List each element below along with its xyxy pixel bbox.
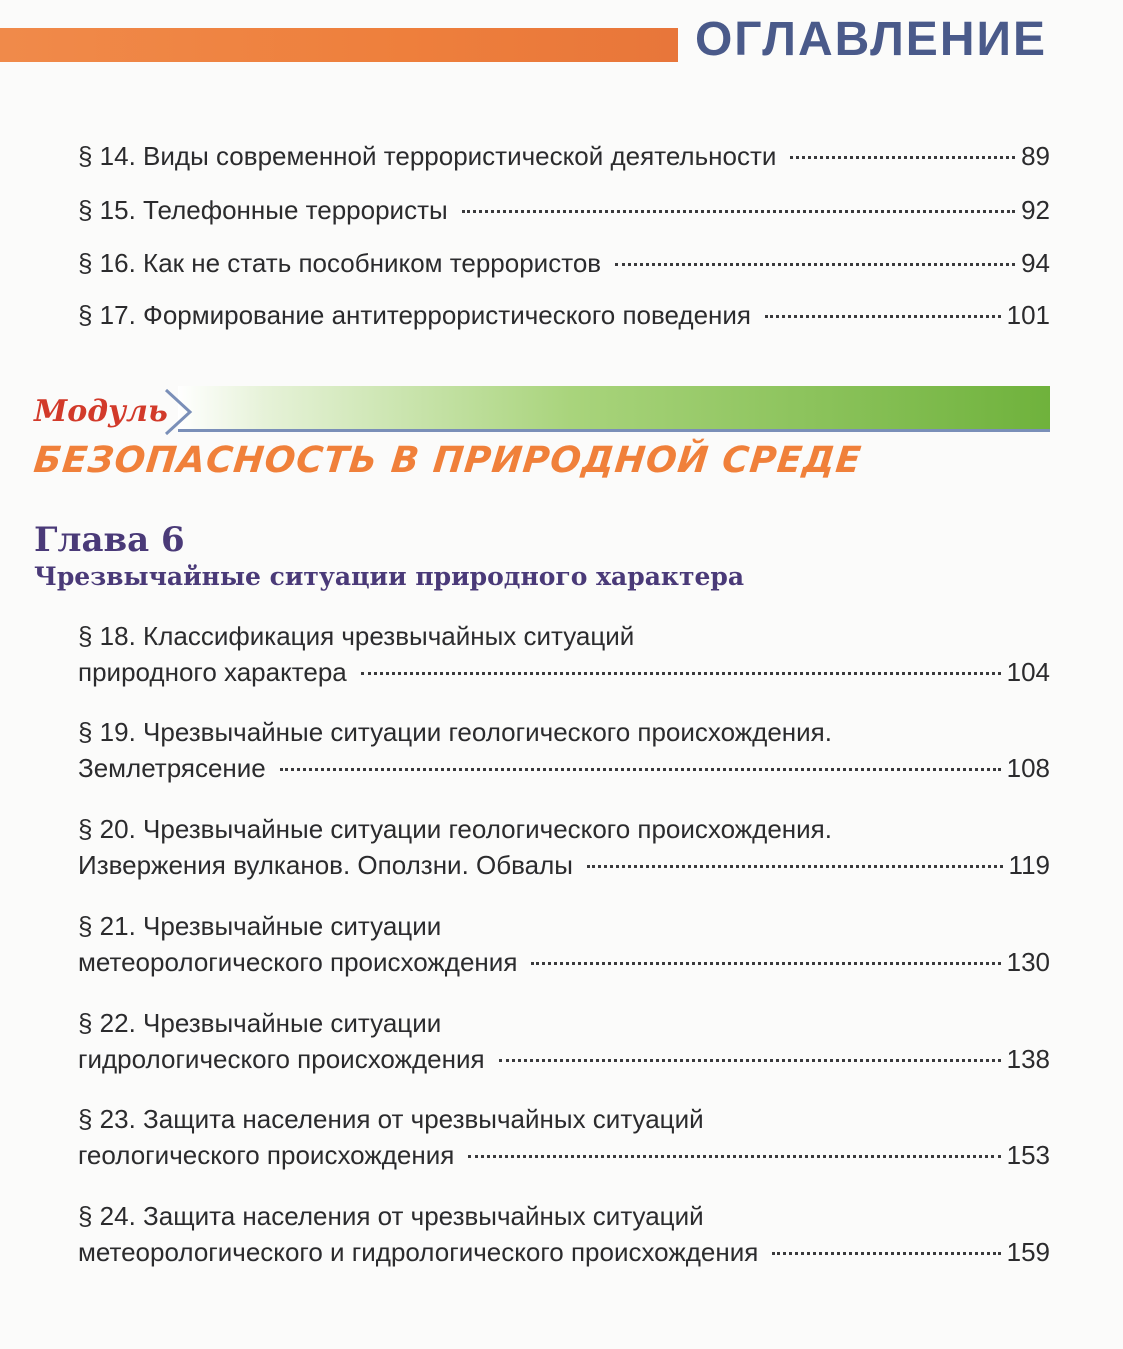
toc-entry-title-cont: метеорологического происхождения: [78, 947, 518, 977]
header-accent-bar: [0, 28, 678, 62]
toc-entry-title: § 22. Чрезвычайные ситуации: [78, 1008, 442, 1038]
toc-entry-title-cont: природного характера: [78, 657, 347, 687]
toc-entry-title: § 24. Защита населения от чрезвычайных ситуаций: [78, 1201, 704, 1231]
toc-leader-dots: [765, 311, 1001, 318]
chapter-title: Чрезвычайные ситуации природного характера: [34, 562, 745, 591]
toc-leader-dots: [462, 206, 1015, 213]
toc-entry-page: 101: [1006, 300, 1050, 330]
toc-leader-dots: [587, 861, 1003, 868]
toc-leader-dots: [468, 1151, 1000, 1158]
toc-entry: [78, 714, 1050, 786]
toc-entry: [78, 908, 1050, 980]
module-banner-bar: [178, 386, 1050, 430]
toc-entry-title-cont: метеорологического и гидрологического происхождения: [78, 1237, 759, 1267]
toc-entry-page: 89: [1021, 141, 1050, 171]
toc-leader-dots: [790, 152, 1015, 159]
toc-entry-title: § 14. Виды современной террористической деятельности: [78, 141, 777, 171]
toc-entry-page: 104: [1006, 657, 1050, 687]
toc-entry-title: § 23. Защита населения от чрезвычайных ситуаций: [78, 1104, 704, 1134]
module-label: Модуль: [34, 394, 168, 429]
toc-entry-page: 159: [1006, 1237, 1050, 1267]
toc-leader-dots: [280, 764, 1001, 771]
toc-entry-title: § 20. Чрезвычайные ситуации геологического происхождения.: [78, 814, 832, 844]
toc-entry-page: 94: [1021, 248, 1050, 278]
toc-entry: [78, 1198, 1050, 1270]
toc-entry-title: § 17. Формирование антитеррористического поведения: [78, 300, 751, 330]
toc-entry-page: 138: [1006, 1044, 1050, 1074]
toc-entry: [78, 1101, 1050, 1173]
toc-entry: [78, 618, 1050, 690]
toc-entry-title: § 21. Чрезвычайные ситуации: [78, 911, 442, 941]
toc-entry: [78, 811, 1050, 883]
chapter-number: Глава 6: [34, 520, 185, 560]
toc-entry-title-cont: Землетрясение: [78, 753, 266, 783]
toc-entry: [78, 245, 1050, 281]
toc-leader-dots: [615, 259, 1015, 266]
toc-entry-title-cont: геологического происхождения: [78, 1140, 455, 1170]
toc-entry: [78, 192, 1050, 228]
page-title: ОГЛАВЛЕНИЕ: [694, 13, 1047, 66]
toc-entry-title-cont: гидрологического происхождения: [78, 1044, 485, 1074]
toc-entry-title: § 16. Как не стать пособником террористов: [78, 248, 602, 278]
toc-entry-page: 108: [1006, 753, 1050, 783]
toc-leader-dots: [772, 1248, 1000, 1255]
toc-leader-dots: [361, 668, 1001, 675]
toc-entry-page: 119: [1008, 850, 1050, 880]
toc-entry: [78, 297, 1050, 333]
toc-entry-title: § 19. Чрезвычайные ситуации геологического происхождения.: [78, 717, 832, 747]
module-title: БЕЗОПАСНОСТЬ В ПРИРОДНОЙ СРЕДЕ: [31, 440, 864, 481]
toc-entry-title: § 18. Классификация чрезвычайных ситуаций: [78, 621, 635, 651]
toc-entry-page: 92: [1021, 195, 1050, 225]
toc-entry: [78, 138, 1050, 174]
toc-leader-dots: [531, 958, 1000, 965]
toc-leader-dots: [499, 1055, 1001, 1062]
toc-entry-title: § 15. Телефонные террористы: [78, 195, 448, 225]
toc-entry-title-cont: Извержения вулканов. Оползни. Обвалы: [78, 850, 573, 880]
toc-entry: [78, 1005, 1050, 1077]
toc-entry-page: 130: [1006, 947, 1050, 977]
toc-entry-page: 153: [1006, 1140, 1050, 1170]
